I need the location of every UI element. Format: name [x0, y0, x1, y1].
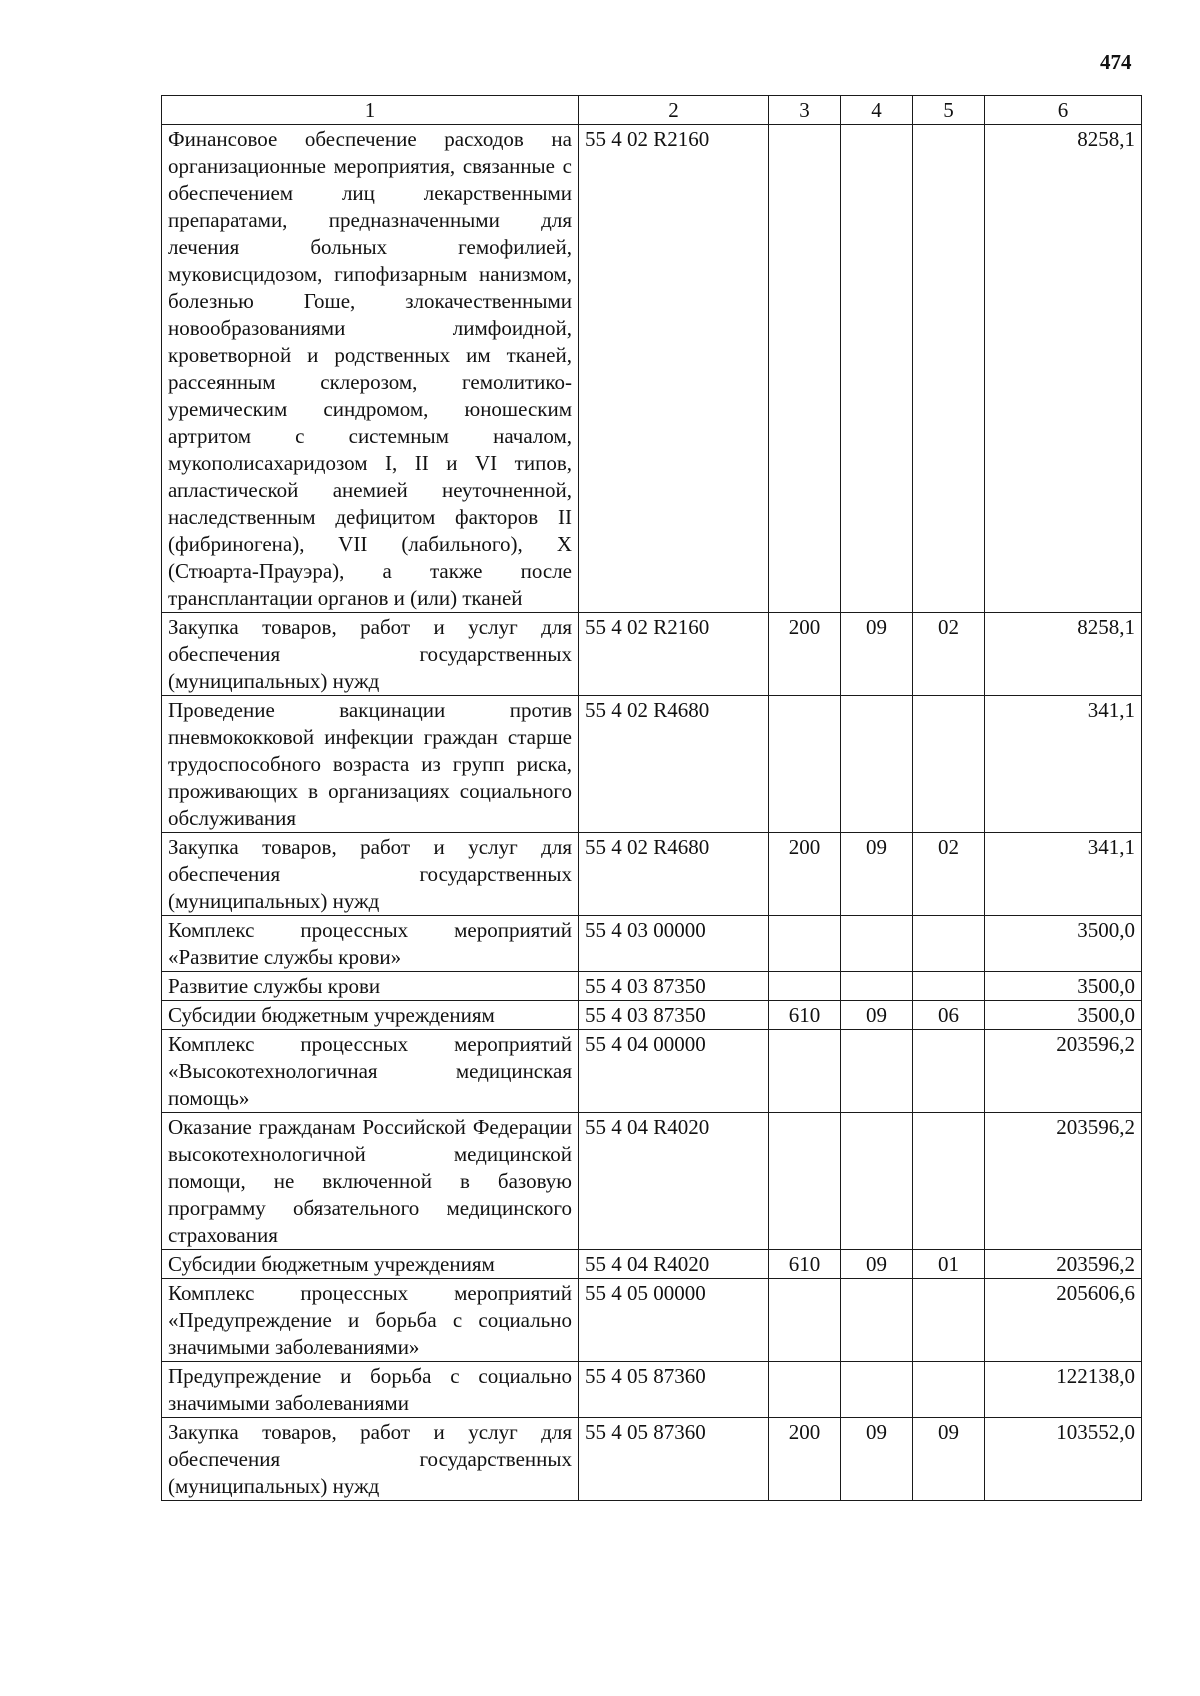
- table-row: [162, 916, 1142, 972]
- row-col3: [769, 916, 841, 972]
- row-code: 55 4 03 00000: [579, 916, 769, 972]
- row-code: 55 4 03 87350: [579, 972, 769, 1001]
- row-amount: 3500,0: [985, 916, 1142, 972]
- row-col5: 09: [913, 1418, 985, 1501]
- row-col4: [841, 1362, 913, 1418]
- row-col3: [769, 1030, 841, 1113]
- row-code: 55 4 02 R2160: [579, 613, 769, 696]
- row-description: Закупка товаров, работ и услуг для обеспечения государственных (муниципальных) нужд: [162, 613, 579, 696]
- row-col5: [913, 1362, 985, 1418]
- row-code: 55 4 04 R4020: [579, 1113, 769, 1250]
- table-row: [162, 696, 1142, 833]
- row-amount: 8258,1: [985, 125, 1142, 613]
- row-col4: [841, 1113, 913, 1250]
- table-row: [162, 1418, 1142, 1501]
- row-code: 55 4 02 R2160: [579, 125, 769, 613]
- row-col4: [841, 125, 913, 613]
- table-body: [162, 125, 1142, 1501]
- row-col4: [841, 916, 913, 972]
- row-description: Субсидии бюджетным учреждениям: [162, 1250, 579, 1279]
- column-header-5: 5: [913, 96, 985, 125]
- page-number: 474: [1100, 50, 1132, 74]
- row-description: Развитие службы крови: [162, 972, 579, 1001]
- row-amount: 3500,0: [985, 1001, 1142, 1030]
- row-col3: [769, 1362, 841, 1418]
- row-col4: [841, 1030, 913, 1113]
- row-col3: [769, 1279, 841, 1362]
- table-row: [162, 1279, 1142, 1362]
- row-col5: [913, 125, 985, 613]
- row-code: 55 4 04 R4020: [579, 1250, 769, 1279]
- row-amount: 3500,0: [985, 972, 1142, 1001]
- column-header-2: 2: [579, 96, 769, 125]
- column-header-1: 1: [162, 96, 579, 125]
- row-col4: [841, 696, 913, 833]
- row-code: 55 4 04 00000: [579, 1030, 769, 1113]
- row-code: 55 4 05 87360: [579, 1418, 769, 1501]
- row-code: 55 4 02 R4680: [579, 696, 769, 833]
- row-col4: 09: [841, 1250, 913, 1279]
- row-code: 55 4 05 87360: [579, 1362, 769, 1418]
- row-col5: 02: [913, 613, 985, 696]
- row-description: Комплекс процессных мероприятий «Развитие службы крови»: [162, 916, 579, 972]
- row-amount: 341,1: [985, 833, 1142, 916]
- row-col3: [769, 125, 841, 613]
- row-amount: 122138,0: [985, 1362, 1142, 1418]
- row-code: 55 4 05 00000: [579, 1279, 769, 1362]
- table-row: [162, 613, 1142, 696]
- row-description: Оказание гражданам Российской Федерации высокотехнологичной медицинской помощи, не включенной в базовую программу обязательного медицинского страхования: [162, 1113, 579, 1250]
- table-row: [162, 125, 1142, 613]
- row-col5: [913, 916, 985, 972]
- row-col4: 09: [841, 1418, 913, 1501]
- table-row: [162, 1362, 1142, 1418]
- row-col3: 610: [769, 1250, 841, 1279]
- row-col3: 610: [769, 1001, 841, 1030]
- row-amount: 203596,2: [985, 1250, 1142, 1279]
- row-col4: 09: [841, 833, 913, 916]
- row-description: Комплекс процессных мероприятий «Высокотехнологичная медицинская помощь»: [162, 1030, 579, 1113]
- header-row: [162, 96, 1142, 125]
- row-col5: 01: [913, 1250, 985, 1279]
- table-row: [162, 1113, 1142, 1250]
- row-amount: 8258,1: [985, 613, 1142, 696]
- row-description: Закупка товаров, работ и услуг для обеспечения государственных (муниципальных) нужд: [162, 833, 579, 916]
- row-amount: 203596,2: [985, 1113, 1142, 1250]
- row-description: Проведение вакцинации против пневмококковой инфекции граждан старше трудоспособного возраста из групп риска, проживающих в организациях социального обслуживания: [162, 696, 579, 833]
- column-header-4: 4: [841, 96, 913, 125]
- row-col4: [841, 1279, 913, 1362]
- row-description: Комплекс процессных мероприятий «Предупреждение и борьба с социально значимыми заболеваниями»: [162, 1279, 579, 1362]
- row-amount: 341,1: [985, 696, 1142, 833]
- column-header-3: 3: [769, 96, 841, 125]
- row-col3: 200: [769, 613, 841, 696]
- row-code: 55 4 02 R4680: [579, 833, 769, 916]
- row-col3: [769, 696, 841, 833]
- row-col4: 09: [841, 613, 913, 696]
- row-col3: [769, 972, 841, 1001]
- row-col3: 200: [769, 1418, 841, 1501]
- row-col3: 200: [769, 833, 841, 916]
- column-header-6: 6: [985, 96, 1142, 125]
- row-col5: 02: [913, 833, 985, 916]
- row-description: Закупка товаров, работ и услуг для обеспечения государственных (муниципальных) нужд: [162, 1418, 579, 1501]
- table-row: [162, 1030, 1142, 1113]
- row-description: Финансовое обеспечение расходов на организационные мероприятия, связанные с обеспечением лиц лекарственными препаратами, предназначенными для лечения больных гемофилией, муковисцидозом, гипофизарным нанизмом, болезнью Гоше, злокачественными новообразованиями лимфоидной, кроветворной и родственных им тканей, рассеянным склерозом, гемолитико-уремическим синдромом, юношеским артритом с системным началом, мукополисахаридозом I, II и VI типов, апластической анемией неуточненной, наследственным дефицитом факторов II (фибриногена), VII (лабильного), X (Стюарта-Прауэра), а также после трансплантации органов и (или) тканей: [162, 125, 579, 613]
- row-col5: [913, 1030, 985, 1113]
- row-col4: [841, 972, 913, 1001]
- row-amount: 205606,6: [985, 1279, 1142, 1362]
- budget-table: [161, 95, 1142, 1501]
- row-col5: [913, 1279, 985, 1362]
- row-col5: [913, 1113, 985, 1250]
- row-col3: [769, 1113, 841, 1250]
- table-row: [162, 972, 1142, 1001]
- row-description: Субсидии бюджетным учреждениям: [162, 1001, 579, 1030]
- row-code: 55 4 03 87350: [579, 1001, 769, 1030]
- row-col5: [913, 972, 985, 1001]
- row-amount: 203596,2: [985, 1030, 1142, 1113]
- row-col5: [913, 696, 985, 833]
- row-col4: 09: [841, 1001, 913, 1030]
- table-row: [162, 833, 1142, 916]
- row-col5: 06: [913, 1001, 985, 1030]
- row-description: Предупреждение и борьба с социально значимыми заболеваниями: [162, 1362, 579, 1418]
- row-amount: 103552,0: [985, 1418, 1142, 1501]
- table-row: [162, 1001, 1142, 1030]
- table-row: [162, 1250, 1142, 1279]
